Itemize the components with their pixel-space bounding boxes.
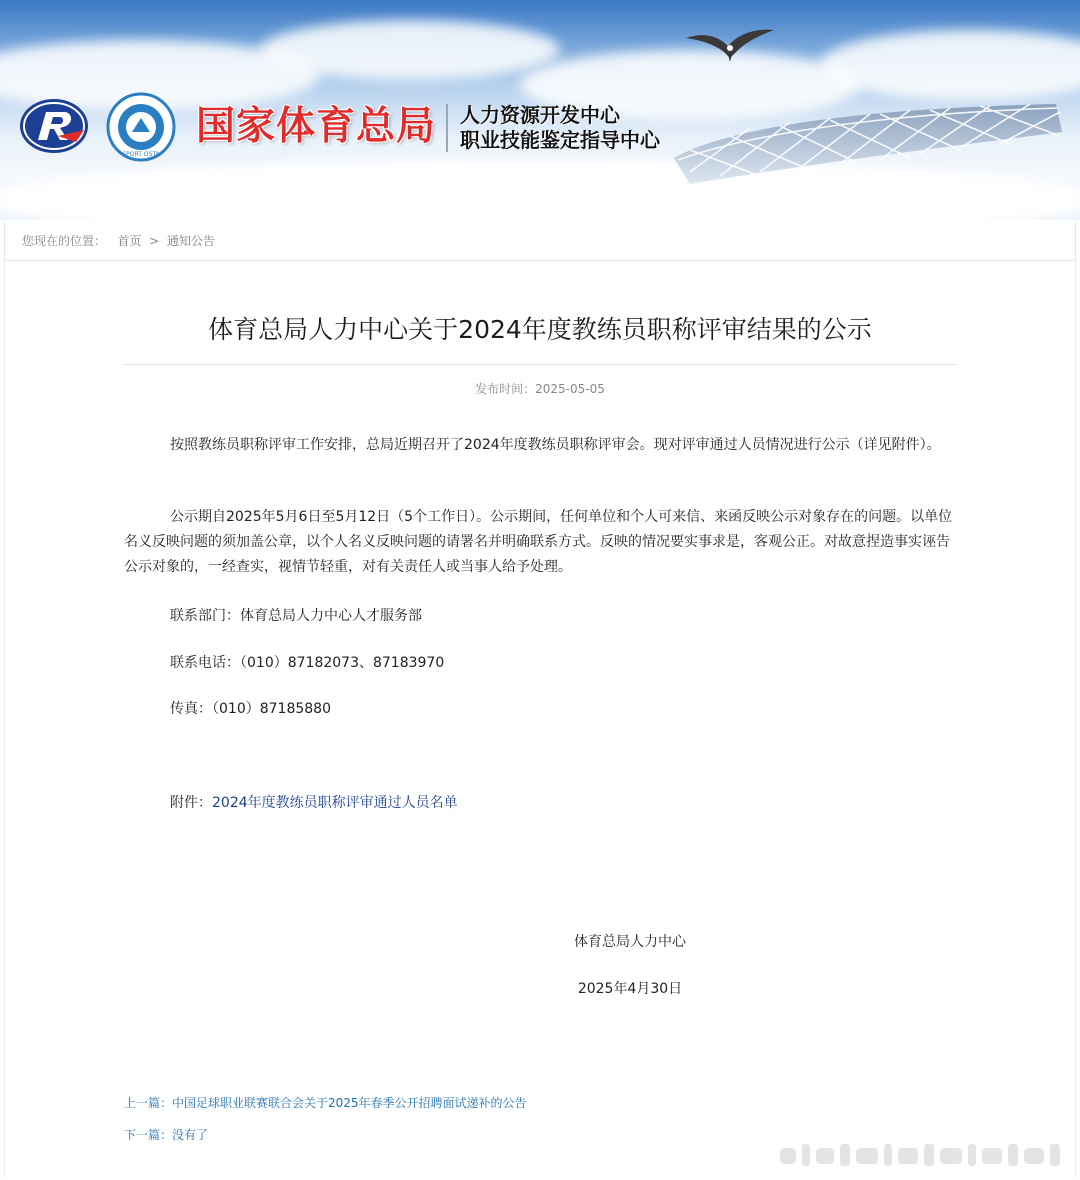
signature-date: 2025年4月30日 bbox=[577, 981, 683, 997]
brand-subtitle-line2: 职业技能鉴定指导中心 bbox=[460, 128, 660, 152]
cloud-decoration bbox=[260, 20, 560, 80]
prev-article-label: 上一篇： bbox=[124, 1096, 173, 1110]
breadcrumb-label: 您现在的位置： bbox=[22, 234, 107, 248]
article-paragraph-2: 公示期自2025年5月6日至5月12日（5个工作日）。公示期间，任何单位和个人可来信、来函反映公示对象存在的问题。以单位名义反映问题的须加盖公章，以个人名义反映问题的请署名并明确联系方式。反映的情况要实事求是，客观公正。对故意捏造事实诬告公示对象的，一经查实，视情节轻重，对有关责任人或当事人给予处理。 bbox=[124, 509, 953, 575]
header-banner bbox=[0, 0, 1080, 220]
brand-subtitle-line1: 人力资源开发中心 bbox=[460, 103, 620, 127]
breadcrumb bbox=[4, 221, 1076, 261]
brand-name: 国家体育总局 bbox=[196, 104, 437, 149]
brand-subtitle bbox=[460, 103, 660, 153]
brand-divider bbox=[446, 104, 448, 152]
next-article bbox=[124, 1126, 208, 1143]
breadcrumb-home-link[interactable]: 首页 bbox=[117, 234, 142, 248]
article-paragraph-1: 按照教练员职称评审工作安排，总局近期召开了2024年度教练员职称评审会。现对评审通过人员情况进行公示（详见附件）。 bbox=[170, 437, 941, 453]
attachment-label: 附件： bbox=[170, 795, 212, 811]
breadcrumb-current-link[interactable]: 通知公告 bbox=[166, 234, 215, 248]
next-article-label: 下一篇： bbox=[124, 1128, 173, 1142]
publish-date bbox=[124, 380, 956, 397]
prev-article-link[interactable]: 中国足球职业联赛联合会关于2025年春季公开招聘面试递补的公告 bbox=[172, 1096, 527, 1110]
breadcrumb-separator: > bbox=[149, 234, 160, 248]
content-frame bbox=[4, 261, 1076, 1177]
next-article-link[interactable]: 没有了 bbox=[172, 1128, 209, 1142]
r-logo-icon bbox=[18, 96, 90, 156]
signature-organization: 体育总局人力中心 bbox=[574, 934, 686, 950]
eagle-icon bbox=[684, 24, 776, 64]
contact-phone: 联系电话：（010）87182073、87183970 bbox=[170, 655, 445, 671]
prev-article bbox=[124, 1094, 527, 1111]
article-title: 体育总局人力中心关于2024年度教练员职称评审结果的公示 bbox=[208, 315, 872, 344]
stadium-image bbox=[670, 92, 1070, 192]
contact-fax: 传真：（010）87185880 bbox=[170, 701, 331, 717]
watermark-decoration bbox=[780, 1138, 1070, 1170]
seal-logo-text: SPORT OSTA bbox=[122, 151, 160, 158]
cloud-decoration bbox=[820, 30, 1080, 100]
attachment-link[interactable]: 2024年度教练员职称评审通过人员名单 bbox=[212, 795, 458, 811]
title-divider bbox=[124, 364, 956, 365]
publish-date-value: 2025-05-05 bbox=[535, 382, 605, 396]
attachment bbox=[170, 792, 458, 812]
publish-date-label: 发布时间： bbox=[475, 382, 536, 396]
seal-logo-icon bbox=[106, 92, 176, 162]
contact-department: 联系部门：体育总局人力中心人才服务部 bbox=[170, 608, 422, 624]
